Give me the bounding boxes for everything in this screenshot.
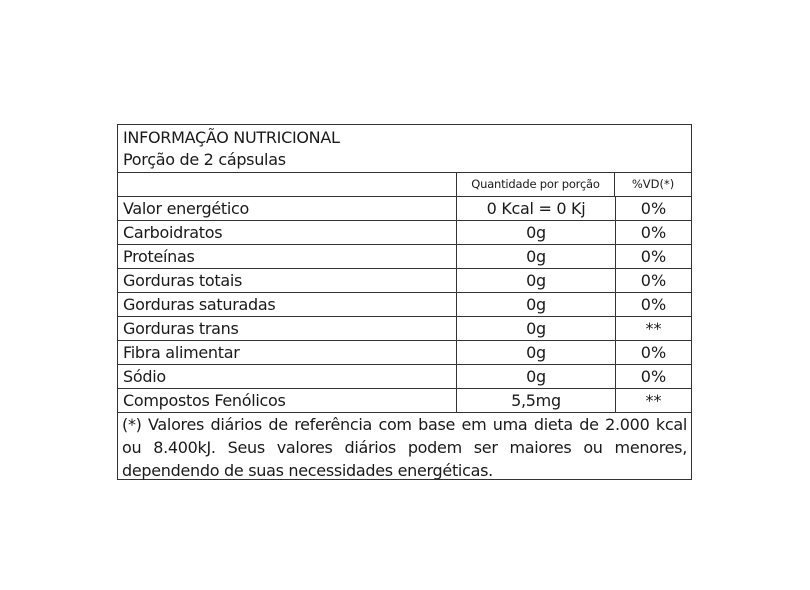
nutrient-name: Gorduras trans	[118, 317, 457, 340]
table-row	[118, 365, 691, 389]
nutrient-daily-value: 0%	[640, 271, 667, 290]
table-row	[118, 341, 691, 365]
column-header-row	[118, 173, 691, 197]
nutrient-daily-value: 0%	[640, 223, 667, 242]
nutrient-name: Carboidratos	[118, 221, 457, 244]
nutrient-name: Proteínas	[118, 245, 457, 268]
column-header-quantity: Quantidade por porção	[456, 173, 615, 196]
nutrient-name: Gorduras saturadas	[118, 293, 457, 316]
nutrient-daily-value: 0%	[640, 295, 667, 314]
nutrient-name: Compostos Fenólicos	[118, 389, 457, 412]
nutrient-name: Gorduras totais	[118, 269, 457, 292]
nutrient-name: Fibra alimentar	[118, 341, 457, 364]
nutrient-daily-value: **	[645, 319, 662, 338]
table-row	[118, 293, 691, 317]
footnote: (*) Valores diários de referência com base em uma dieta de 2.000 kcal ou 8.400kJ. Seus valores diários podem ser maiores ou menores, dependendo de suas necessidades energéticas.	[122, 415, 687, 480]
table-row	[118, 317, 691, 341]
nutrient-quantity: 0g	[457, 293, 616, 316]
nutrient-quantity: 0g	[457, 269, 616, 292]
nutrient-daily-value: 0%	[640, 367, 667, 386]
nutrient-quantity: 0g	[457, 317, 616, 340]
serving-size: Porção de 2 cápsulas	[123, 150, 286, 169]
nutrient-quantity: 0 Kcal = 0 Kj	[457, 197, 616, 220]
nutrient-quantity: 0g	[457, 365, 616, 388]
nutrient-quantity: 5,5mg	[457, 389, 616, 412]
table-row	[118, 269, 691, 293]
nutrient-daily-value: 0%	[640, 343, 667, 362]
nutrient-name: Valor energético	[118, 197, 457, 220]
nutrient-daily-value: 0%	[640, 247, 667, 266]
table-row	[118, 245, 691, 269]
column-header-daily-value: %VD(*)	[631, 177, 675, 191]
nutrition-facts-table	[117, 124, 692, 480]
table-row	[118, 389, 691, 413]
nutrient-quantity: 0g	[457, 221, 616, 244]
nutrient-name: Sódio	[118, 365, 457, 388]
nutrient-quantity: 0g	[457, 245, 616, 268]
nutrient-daily-value: 0%	[640, 199, 667, 218]
table-row	[118, 221, 691, 245]
table-header	[118, 125, 691, 173]
table-row	[118, 197, 691, 221]
nutrient-quantity: 0g	[457, 341, 616, 364]
column-header-empty	[118, 173, 456, 196]
nutrient-daily-value: **	[645, 391, 662, 410]
table-title: INFORMAÇÃO NUTRICIONAL	[123, 128, 340, 147]
